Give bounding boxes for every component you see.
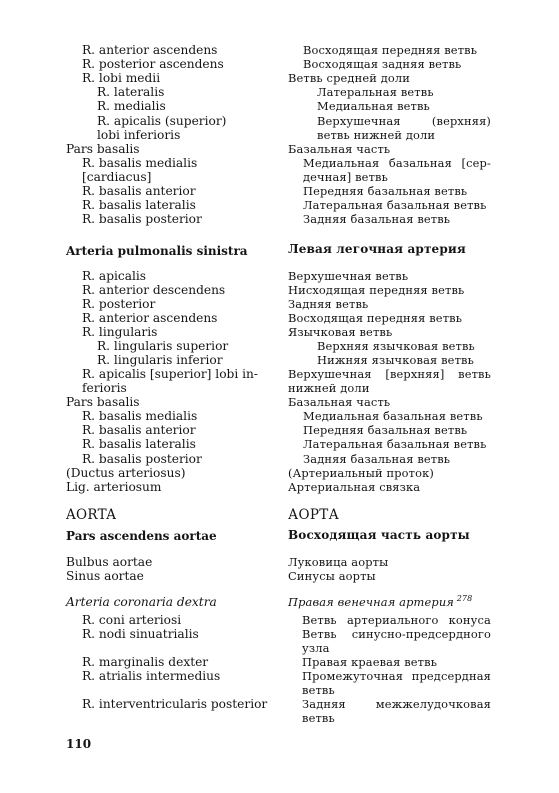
latin-term-line [82,184,196,198]
term-text: АОРТА [288,507,340,523]
term-text: узла [302,641,330,655]
russian-term-line [288,283,464,297]
russian-term-line [317,128,435,142]
latin-term-line [82,423,196,437]
russian-term-line [317,85,434,99]
latin-term-line [82,437,196,451]
latin-term-line [82,409,197,423]
latin-term-line [82,269,146,283]
term-text: дечная] ветвь [303,170,388,184]
term-word: ветвь [458,367,491,381]
latin-term-line [82,297,155,311]
term-text: R. basalis medialis [82,156,198,170]
latin-term-line [66,595,217,609]
latin-term-line [66,142,140,156]
term-text: Sinus aortae [66,569,144,583]
latin-term-line [97,114,226,128]
russian-term-line [317,339,475,353]
term-text: Ветвь средней доли [288,71,411,85]
latin-term-line [82,613,181,627]
term-text: R. basalis lateralis [82,437,196,451]
term-text: Восходящая передняя ветвь [288,311,463,325]
term-word: артериального [346,613,439,627]
term-text: R. apicalis (superior) [97,114,227,128]
term-text: R. basalis medialis [82,409,198,423]
term-text: Lig. arteriosum [66,480,162,494]
latin-term-line [66,529,217,543]
term-text: Восходящая передняя ветвь [303,43,478,57]
latin-term-line [66,508,116,522]
latin-term-line [82,669,220,683]
term-text: Правая венечная артерия [288,595,454,609]
russian-term-line [288,311,462,325]
latin-term-line [82,697,267,711]
russian-term-line [288,595,472,609]
page-number: 110 [66,737,92,751]
russian-term-line [303,156,491,170]
latin-term-line [82,283,225,297]
russian-term-line [288,466,434,480]
latin-term-line [82,381,127,395]
russian-term-line [303,452,450,466]
footnote-marker: 278 [454,594,473,604]
russian-term-line [288,297,368,311]
term-text: (Артериальный проток) [288,466,435,480]
term-word: конуса [448,613,491,627]
term-text: Задняя базальная ветвь [303,452,451,466]
term-text: R. marginalis dexter [82,655,209,669]
russian-term-line [303,212,450,226]
russian-term-line [288,528,470,542]
term-text: R. lateralis [97,85,165,99]
term-text: AORTA [66,507,117,523]
term-word: Ветвь [302,613,337,627]
term-text: R. coni arteriosi [82,613,182,627]
term-text: нижней доли [288,381,370,395]
latin-term-line [97,99,166,113]
russian-term-line [303,184,467,198]
latin-term-line [82,212,202,226]
term-word: [верхняя] [385,367,445,381]
latin-term-line [97,353,223,367]
russian-term-line [302,669,491,683]
russian-term-line [302,711,335,725]
term-text: R. apicalis [superior] lobi in- [82,367,258,381]
russian-term-line [288,480,420,494]
russian-term-line [288,508,339,522]
term-text: R. posterior [82,297,156,311]
russian-term-line [303,43,477,57]
term-text: Язычковая ветвь [288,325,393,339]
russian-term-line [288,325,392,339]
russian-term-line [302,613,491,627]
latin-term-line [82,452,202,466]
term-text: Верхняя язычковая ветвь [317,339,475,353]
russian-term-line [288,367,491,381]
latin-term-line [82,170,151,184]
latin-term-line [66,569,144,583]
term-text: Pars basalis [66,142,140,156]
term-text: Восходящая часть аорты [288,528,470,542]
term-text: R. anterior ascendens [82,311,218,325]
term-text: Нисходящая передняя ветвь [288,283,465,297]
term-text: [cardiacus] [82,170,152,184]
term-text: Базальная часть [288,142,391,156]
term-word: Медиальная [303,156,380,170]
term-word: [сер- [461,156,491,170]
russian-term-line [302,683,335,697]
term-text: R. basalis anterior [82,184,196,198]
latin-term-line [66,466,185,480]
term-text: Arteria pulmonalis sinistra [66,244,248,258]
latin-term-line [66,395,140,409]
term-text: Луковица аорты [288,555,389,569]
term-word: Ветвь [302,627,337,641]
term-text: R. anterior ascendens [82,43,218,57]
term-text: lobi inferioris [97,128,181,142]
term-text: R. lingularis superior [97,339,229,353]
term-text: R. anterior descendens [82,283,226,297]
russian-term-line [288,242,466,256]
term-text: R. basalis posterior [82,212,202,226]
latin-term-line [66,244,248,258]
term-text: Латеральная базальная ветвь [303,437,487,451]
russian-term-line [288,395,390,409]
russian-term-line [302,627,491,641]
term-text: ветвь [302,683,335,697]
russian-term-line [303,57,461,71]
russian-term-line [317,114,491,128]
term-text: (Ductus arteriosus) [66,466,186,480]
russian-term-line [302,641,330,655]
term-text: Правая краевая ветвь [302,655,438,669]
latin-term-line [66,480,161,494]
term-text: Задняя базальная ветвь [303,212,451,226]
term-text: Верхушечная ветвь [288,269,409,283]
latin-term-line [82,627,199,641]
russian-term-line [303,437,486,451]
latin-term-line [82,367,258,381]
term-text: R. nodi sinuatrialis [82,627,199,641]
term-word: базальная [388,156,452,170]
term-text: R. posterior ascendens [82,57,224,71]
term-word: Промежуточная [302,669,404,683]
russian-term-line [317,353,474,367]
term-text: R. lobi medii [82,71,161,85]
latin-term-line [82,43,217,57]
latin-term-line [82,71,160,85]
term-text: Артериальная связка [288,480,421,494]
term-word: синусно-предсердного [351,627,491,641]
russian-term-line [288,269,408,283]
latin-term-line [82,198,196,212]
latin-term-line [97,128,180,142]
russian-term-line [303,423,467,437]
term-text: Восходящая задняя ветвь [303,57,462,71]
term-text: R. lingularis inferior [97,353,223,367]
term-word: Верхушечная [288,367,372,381]
term-text: R. basalis posterior [82,452,202,466]
term-text: ветвь [302,711,335,725]
russian-term-line [317,99,430,113]
term-text: R. atrialis intermedius [82,669,221,683]
russian-term-line [303,198,486,212]
term-text: R. apicalis [82,269,147,283]
term-text: Левая легочная артерия [288,242,466,256]
latin-term-line [82,325,157,339]
term-word: Верхушечная [317,114,401,128]
term-text: Нижняя язычковая ветвь [317,353,474,367]
term-word: (верхняя) [431,114,491,128]
russian-term-line [302,655,437,669]
term-text: ferioris [82,381,127,395]
russian-term-line [288,71,410,85]
russian-term-line [288,555,388,569]
term-text: Латеральная ветвь [317,85,434,99]
latin-term-line [82,57,224,71]
latin-term-line [97,85,164,99]
term-word: Задняя [302,697,346,711]
term-text: Arteria coronaria dextra [66,595,217,609]
russian-term-line [288,381,370,395]
russian-term-line [288,142,390,156]
latin-term-line [82,156,197,170]
term-text: R. lingularis [82,325,158,339]
term-text: Базальная часть [288,395,391,409]
latin-term-line [97,339,228,353]
term-text: Медиальная базальная ветвь [303,409,483,423]
term-text: Задняя ветвь [288,297,369,311]
term-text: Передняя базальная ветвь [303,423,468,437]
term-text: R. medialis [97,99,166,113]
latin-term-line [66,555,152,569]
term-text: R. basalis lateralis [82,198,196,212]
term-text: Медиальная ветвь [317,99,430,113]
term-word: предсердная [411,669,491,683]
russian-term-line [303,409,483,423]
russian-term-line [303,170,388,184]
term-word: межжелудочковая [375,697,491,711]
latin-term-line [82,311,217,325]
russian-term-line [288,569,376,583]
term-text: ветвь нижней доли [317,128,436,142]
term-text: R. interventricularis posterior [82,697,268,711]
latin-term-line [82,655,208,669]
term-text: R. basalis anterior [82,423,196,437]
russian-term-line [302,697,491,711]
term-text: Синусы аорты [288,569,376,583]
term-text: Передняя базальная ветвь [303,184,468,198]
term-text: Латеральная базальная ветвь [303,198,487,212]
term-text: Pars ascendens aortae [66,529,217,543]
term-text: Bulbus aortae [66,555,153,569]
term-text: Pars basalis [66,395,140,409]
